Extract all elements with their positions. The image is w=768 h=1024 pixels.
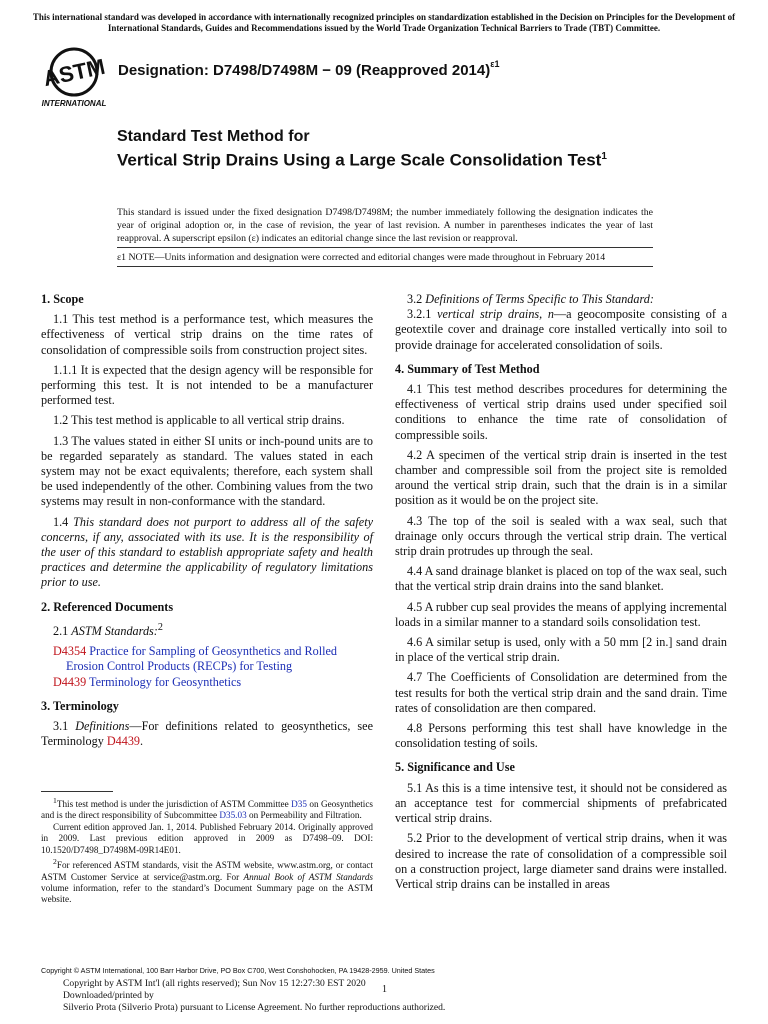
paragraph-1-4: 1.4 This standard does not purport to address all of the safety concerns, if any, associated with its use. It is the responsibility of the user of this standard to establish appropriate safety and health practices and determine the applicability of regulatory limitations prior to use. — [41, 514, 373, 590]
left-column — [41, 292, 373, 754]
license-statement — [63, 978, 445, 1013]
paragraph-3-2-1: 3.2.1 vertical strip drains, n—a geocomposite consisting of a geotextile cover and drainage core installed vertically into soil to provide drainage for accelerated consolidation of soils. — [395, 307, 727, 352]
footnotes — [41, 795, 373, 906]
divider-bottom — [117, 266, 653, 267]
section-heading-referenced: 2. Referenced Documents — [41, 599, 174, 614]
paragraph-3-2: 3.2 Definitions of Terms Specific to This Standard: — [407, 292, 654, 306]
paragraph-4-2: 4.2 A specimen of the vertical strip drain is inserted in the test chamber and compressible soil from the project site is remolded around the vertical strip drain, such that the drain is in a similar position as it would be on the project site. — [395, 447, 727, 508]
paragraph-4-5: 4.5 A rubber cup seal provides the means of applying incremental loads in a similar manner to a standard soils consolidation test. — [395, 599, 727, 629]
paragraph-4-7: 4.7 The Coefficients of Consolidation are determined from the test results for both the vertical strip drain and the sand drain. Time rates of consolidation are then compared. — [395, 670, 727, 715]
paragraph-1-2: 1.2 This test method is applicable to all vertical strip drains. — [53, 413, 345, 428]
footnote-2: $^2$For referenced ASTM standards, visit the ASTM website, www.astm.org, or contact ASTM Customer Service at service@astm.org. For Annual Book of ASTM Standards volume information, refer to the standard’s Document Summary page on the ASTM website. — [41, 857, 373, 905]
license-line-2: Downloaded/printed by — [63, 989, 154, 1001]
copyright-line: Copyright © ASTM International, 100 Barr Harbor Drive, PO Box C700, West Conshohocken, PA 19428-2959. United States — [41, 966, 435, 975]
title-line-2: Vertical Strip Drains Using a Large Scale Consolidation Test$^1$ — [117, 150, 607, 170]
right-column — [395, 292, 727, 897]
page-number: 1 — [382, 984, 387, 995]
paragraph-4-6: 4.6 A similar setup is used, only with a 50 mm [2 in.] sand drain in place of the vertical strip drain. — [395, 635, 727, 665]
title-line-1: Standard Test Method for — [117, 128, 310, 145]
reference-d4354[interactable]: D4354 Practice for Sampling of Geosynthetics and Rolled Erosion Control Products (RECPs) for Testing — [53, 644, 337, 674]
paragraph-1-3: 1.3 The values stated in either SI units or inch-pound units are to be regarded separately as standard. The values stated in each system may not be exact equivalents; therefore, each system shall be used independently of the other. Combining values from the two systems may result in non-conformance with the standard. — [41, 433, 373, 509]
paragraph-4-4: 4.4 A sand drainage blanket is placed on top of the wax seal, such that the vertical strip drain drains into the sand blanket. — [395, 564, 727, 594]
section-heading-significance: 5. Significance and Use — [395, 760, 515, 775]
paragraph-5-2: 5.2 Prior to the development of vertical strip drains, when it was desired to increase the rate of consolidation of a compressible soil on a construction project, large diameter sand drains were installed. Vertical strip drains can be installed in areas — [395, 831, 727, 891]
wto-notice: This international standard was developed in accordance with internationally recognized principles on standardization established in the Decision on Principles for the Development of International Standards, Guides and Recommendations issued by the World Trade Organization Technical Barriers to Trade (TBT) Committee. — [32, 12, 736, 33]
footnote-1-edition: Current edition approved Jan. 1, 2014. Published February 2014. Originally approved in 2009. Last previous edition approved in 2009 as D7498–09. DOI: 10.1520/D7498_D7498M-09R14E01. — [41, 821, 373, 855]
editorial-note: ε1 NOTE—Units information and designation were corrected and editorial changes were made throughout in February 2014 — [117, 252, 606, 263]
section-heading-terminology: 3. Terminology — [41, 698, 119, 713]
paragraph-4-3: 4.3 The top of the soil is sealed with a wax seal, such that drainage only occurs through the vertical strip drain. The vertical strip drain protrudes up through the seal. — [395, 513, 727, 559]
footnote-1: $^1$This test method is under the jurisdiction of ASTM Committee D35 on Geosynthetics and is the direct responsibility of Subcommittee D35.03 on Permeability and Filtration. — [41, 796, 373, 821]
license-line-1: Copyright by ASTM Int'l (all rights reserved); Sun Nov 15 12:27:30 EST 2020 — [63, 978, 366, 989]
paragraph-1-1: 1.1 This test method is a performance test, which measures the effectiveness of vertical strip drains on the time rates of consolidation of compressible soils from construction project sites. — [41, 312, 373, 357]
logo-caption: INTERNATIONAL — [41, 99, 107, 108]
divider-top — [117, 247, 653, 248]
terminology-link-d4439[interactable]: D4439 — [106, 734, 141, 749]
designation: Designation: D7498/D7498M − 09 (Reapproved 2014)$^{\varepsilon 1}$ — [118, 59, 500, 79]
astm-logo — [40, 46, 112, 110]
document-title — [117, 127, 657, 171]
svg-text:ASTM: ASTM — [41, 53, 108, 92]
section-heading-scope: 1. Scope — [41, 292, 84, 306]
paragraph-5-1: 5.1 As this is a time intensive test, it should not be considered as an acceptance test for commercial shipments of prefabricated vertical strip drains. — [395, 780, 727, 826]
paragraph-3-1: 3.1 Definitions—For definitions related to geosynthetics, see Terminology D4439. — [41, 718, 373, 749]
paragraph-2-1: 2.1 ASTM Standards:$^2$ — [53, 621, 163, 638]
paragraph-4-1: 4.1 This test method describes procedures for determining the effectiveness of vertical strip drains used under specified soil conditions to enhance the time rate of consolidation of compressible soils. — [395, 382, 727, 442]
reference-d4439[interactable]: D4439 Terminology for Geosynthetics — [53, 674, 242, 689]
license-line-3: Silverio Prota (Silverio Prota) pursuant to License Agreement. No further reproductions authorized. — [63, 1001, 446, 1013]
footnote-rule — [41, 791, 113, 792]
paragraph-4-8: 4.8 Persons performing this test shall have knowledge in the consolidation testing of soils. — [395, 721, 727, 751]
issuance-statement: This standard is issued under the fixed designation D7498/D7498M; the number immediately following the designation indicates the year of original adoption or, in the case of revision, the year of last revision. A number in parentheses indicates the year of last reapproval. A superscript epsilon (ε) indicates an editorial change since the last revision or reapproval. — [117, 207, 653, 244]
section-heading-summary: 4. Summary of Test Method — [395, 361, 540, 376]
paragraph-1-1-1: 1.1.1 It is expected that the design agency will be responsible for performing this test. It is not intended to be a manufacturer performed test. — [41, 362, 373, 408]
